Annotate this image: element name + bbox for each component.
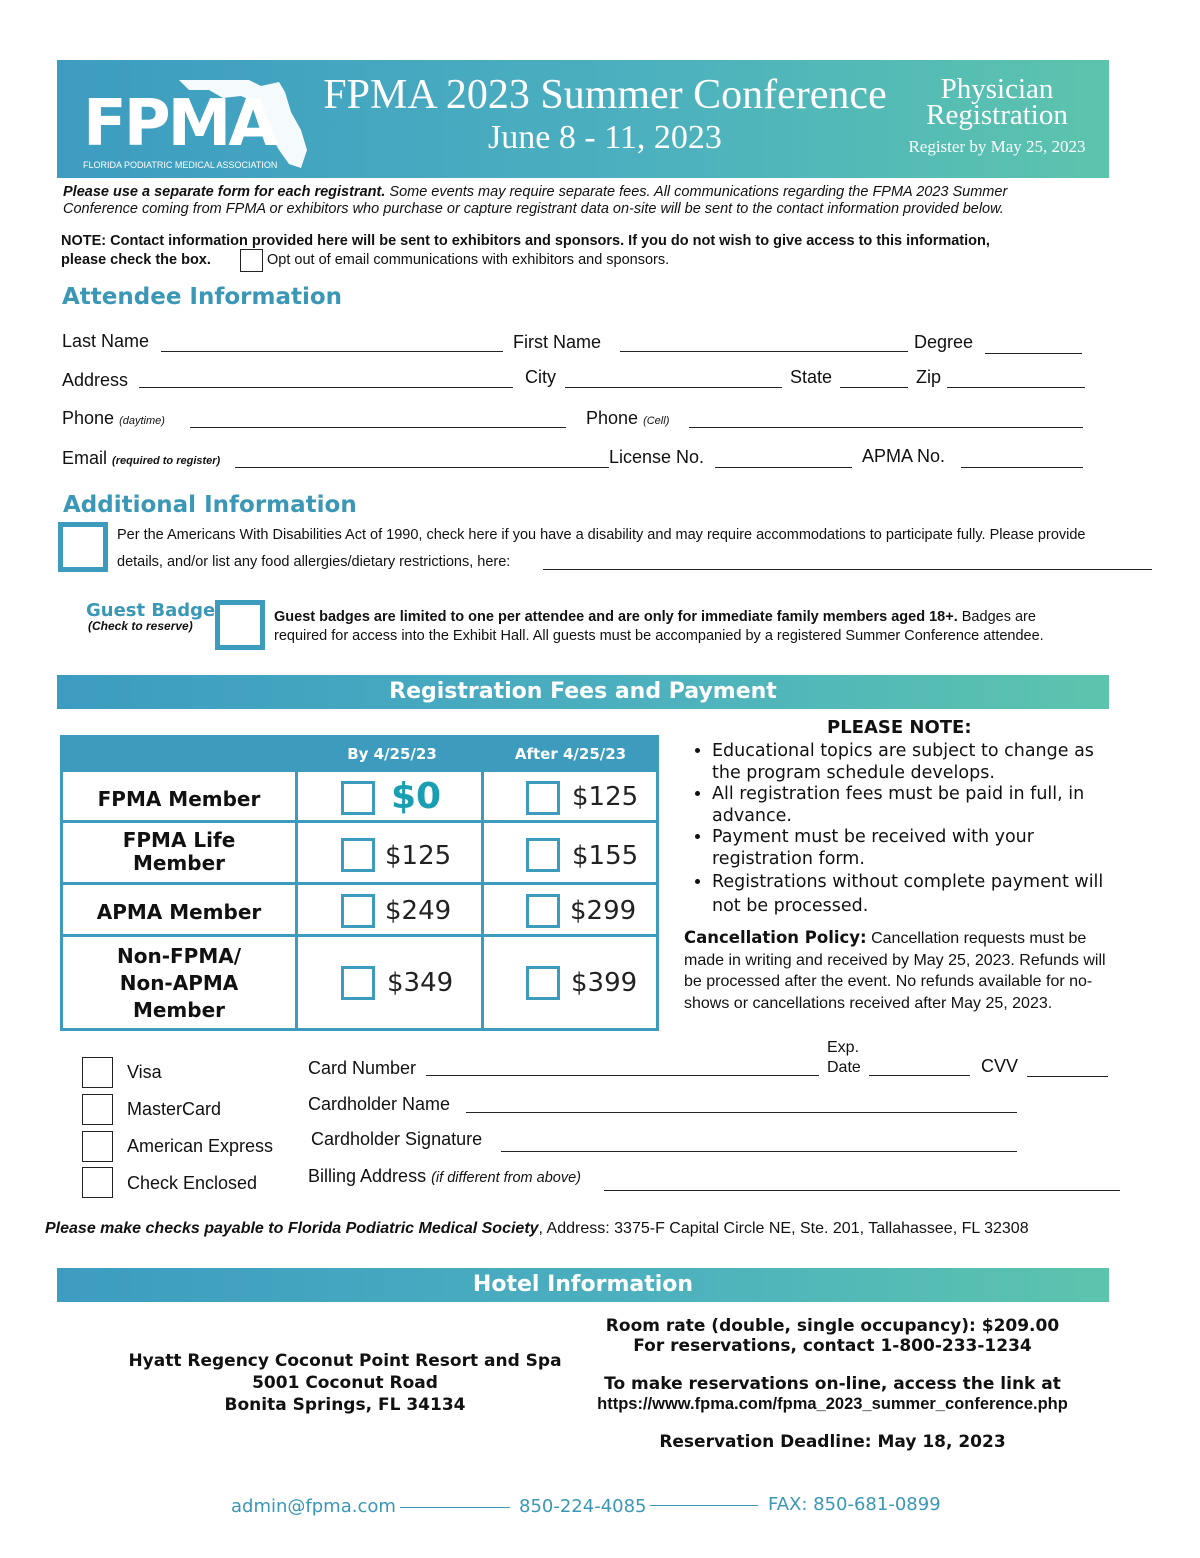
cardholder-signature-label: Cardholder Signature bbox=[311, 1129, 483, 1149]
hotel-street: 5001 Coconut Road bbox=[252, 1373, 438, 1393]
amex-label: American Express bbox=[127, 1136, 274, 1156]
phone-cell-field[interactable] bbox=[689, 412, 1083, 428]
hotel-city: Bonita Springs, FL 34134 bbox=[224, 1395, 466, 1415]
address-label: Address bbox=[62, 370, 129, 390]
email-text: Email bbox=[62, 448, 108, 468]
email-field[interactable] bbox=[235, 452, 609, 468]
row-label-apma: APMA Member bbox=[96, 900, 262, 924]
city-field[interactable] bbox=[565, 372, 782, 388]
guest-bold: Guest badges are limited to one per attendee and are only for immediate family members aged 18+. bbox=[274, 609, 958, 625]
price-life-late: $155 bbox=[572, 841, 639, 871]
form-type-line1: Physician bbox=[940, 73, 1054, 105]
guest-badge-title: Guest Badge bbox=[86, 600, 216, 621]
apma-label: APMA No. bbox=[862, 446, 946, 466]
divider bbox=[295, 772, 298, 1028]
ada-line1: Per the Americans With Disabilities Act of 1990, check here if you have a disability and may require accommodations to participate fully. Please provide bbox=[117, 527, 1086, 543]
row-label-non-l1: Non-FPMA/ bbox=[116, 944, 242, 968]
form-type-line2: Registration bbox=[926, 99, 1068, 131]
guest-rest: Badges are bbox=[957, 609, 1036, 625]
footer-divider bbox=[400, 1507, 510, 1508]
exp-date-field[interactable] bbox=[869, 1060, 970, 1076]
hotel-details bbox=[560, 1316, 1105, 1452]
guest-badge-text bbox=[274, 608, 1044, 646]
row-label-non-l2: Non-APMA bbox=[119, 971, 239, 995]
footer-divider bbox=[650, 1505, 758, 1506]
visa-label: Visa bbox=[127, 1062, 162, 1082]
card-number-label: Card Number bbox=[308, 1058, 417, 1078]
phone-day-field[interactable] bbox=[190, 412, 566, 428]
price-fpma-early: $0 bbox=[391, 776, 442, 817]
price-fpma-late: $125 bbox=[572, 782, 639, 812]
fee-table-header bbox=[63, 738, 656, 772]
additional-title: Additional Information bbox=[63, 492, 357, 518]
degree-field[interactable] bbox=[985, 338, 1082, 354]
note-item: • Payment must be received with your registration form. bbox=[712, 827, 1128, 870]
fees-title-bar: Registration Fees and Payment bbox=[57, 675, 1109, 709]
cancel-text: Cancellation requests must be made in writing and received by May 25, 2023. Refunds will be processed after the event. No refunds available for no-shows or cancellations received after May 25, 2023. bbox=[684, 930, 1106, 1012]
hotel-rate: Room rate (double, single occupancy): $209.00 bbox=[605, 1316, 1060, 1336]
check-label: Check Enclosed bbox=[127, 1173, 258, 1193]
check-checkbox[interactable] bbox=[82, 1167, 113, 1198]
checks-rest: , Address: 3375-F Capital Circle NE, Ste. 201, Tallahassee, FL 32308 bbox=[538, 1220, 1029, 1237]
logo-subtext: FLORIDA PODIATRIC MEDICAL ASSOCIATION bbox=[83, 160, 278, 170]
footer-fax: FAX: 850-681-0899 bbox=[768, 1494, 941, 1515]
logo-text: FPMA bbox=[83, 87, 275, 161]
conference-title: FPMA 2023 Summer Conference bbox=[323, 72, 887, 118]
attendee-title: Attendee Information bbox=[62, 284, 343, 310]
row-label-life bbox=[63, 827, 295, 877]
billing-address-field[interactable] bbox=[604, 1175, 1120, 1191]
cvv-label: CVV bbox=[981, 1056, 1019, 1076]
fee-checkbox-apma-late[interactable] bbox=[526, 894, 560, 928]
note-line2: please check the box. bbox=[61, 252, 211, 268]
hotel-title-bar: Hotel Information bbox=[57, 1268, 1109, 1302]
opt-out-label: Opt out of email communications with exhibitors and sponsors. bbox=[267, 252, 670, 268]
phone-cell-note: (Cell) bbox=[643, 415, 670, 427]
exp-label-l1: Exp. bbox=[827, 1039, 860, 1056]
notes-list bbox=[688, 741, 1128, 918]
visa-checkbox[interactable] bbox=[82, 1057, 113, 1088]
billing-address-label bbox=[308, 1166, 581, 1187]
row-label-fpma: FPMA Member bbox=[97, 787, 261, 811]
phone-day-note: (daytime) bbox=[119, 415, 165, 427]
cancel-title: Cancellation Policy: bbox=[684, 928, 867, 947]
note-item: • Educational topics are subject to change as the program schedule develops. bbox=[712, 741, 1128, 784]
hotel-address bbox=[120, 1350, 570, 1416]
zip-label: Zip bbox=[916, 367, 942, 387]
first-name-label: First Name bbox=[513, 332, 602, 352]
divider bbox=[63, 820, 656, 823]
intro-rest: Some events may require separate fees. All communications regarding the FPMA 2023 Summer bbox=[385, 184, 1008, 200]
header-banner bbox=[57, 60, 1109, 178]
checks-payable bbox=[45, 1220, 1029, 1238]
hotel-deadline: Reservation Deadline: May 18, 2023 bbox=[659, 1432, 1006, 1452]
price-non-early: $349 bbox=[387, 968, 454, 998]
note-item: • All registration fees must be paid in full, in advance. bbox=[712, 784, 1128, 827]
card-number-field[interactable] bbox=[426, 1060, 819, 1076]
note-item: • Registrations without complete payment will not be processed. bbox=[712, 870, 1128, 918]
price-life-early: $125 bbox=[385, 841, 452, 871]
fee-checkbox-fpma-late[interactable] bbox=[526, 781, 560, 815]
city-label: City bbox=[525, 367, 556, 387]
cvv-field[interactable] bbox=[1027, 1061, 1108, 1077]
footer-email[interactable]: admin@fpma.com bbox=[231, 1496, 396, 1517]
row-label-life-l1: FPMA Life bbox=[122, 828, 236, 852]
register-deadline: Register by May 25, 2023 bbox=[908, 137, 1086, 156]
fee-checkbox-apma-early[interactable] bbox=[341, 894, 375, 928]
price-apma-late: $299 bbox=[570, 896, 637, 926]
fee-checkbox-life-late[interactable] bbox=[526, 838, 560, 872]
divider bbox=[63, 882, 656, 885]
phone-cell-label bbox=[586, 408, 669, 429]
ada-line2: details, and/or list any food allergies/dietary restrictions, here: bbox=[117, 554, 511, 570]
billing-text: Billing Address bbox=[308, 1166, 427, 1186]
license-label: License No. bbox=[609, 447, 705, 467]
col-late-header: After 4/25/23 bbox=[514, 745, 627, 763]
cardholder-name-field[interactable] bbox=[466, 1097, 1017, 1113]
guest-badge-subtitle: (Check to reserve) bbox=[88, 619, 193, 633]
email-label bbox=[62, 448, 220, 469]
divider bbox=[63, 934, 656, 937]
fpma-logo bbox=[79, 72, 309, 170]
address-field[interactable] bbox=[139, 372, 513, 388]
fee-checkbox-non-late[interactable] bbox=[526, 966, 560, 1000]
cancellation-policy bbox=[684, 927, 1124, 1014]
phone-day-label bbox=[62, 408, 165, 429]
last-name-field[interactable] bbox=[161, 336, 503, 352]
row-label-life-l2: Member bbox=[132, 851, 226, 875]
phone-label: Phone bbox=[62, 408, 115, 428]
intro-line2: Conference coming from FPMA or exhibitors who purchase or capture registrant data on-site will be sent to the contact information provided below. bbox=[63, 201, 1004, 217]
license-field[interactable] bbox=[715, 452, 852, 468]
note-line1: NOTE: Contact information provided here will be sent to exhibitors and sponsors. If you do not wish to give access to this information, bbox=[61, 233, 990, 249]
zip-field[interactable] bbox=[947, 372, 1085, 388]
state-label: State bbox=[790, 367, 833, 387]
exp-label-l2: Date bbox=[827, 1059, 861, 1076]
fee-table bbox=[60, 735, 659, 1031]
cardholder-signature-field[interactable] bbox=[501, 1136, 1017, 1152]
mastercard-label: MasterCard bbox=[127, 1099, 222, 1119]
divider bbox=[481, 772, 484, 1028]
fee-checkbox-fpma-early[interactable] bbox=[341, 781, 375, 815]
conference-dates: June 8 - 11, 2023 bbox=[488, 119, 722, 156]
footer-phone[interactable]: 850-224-4085 bbox=[519, 1496, 647, 1517]
amex-checkbox[interactable] bbox=[82, 1131, 113, 1162]
intro-bold: Please use a separate form for each registrant. bbox=[63, 184, 386, 200]
cardholder-name-label: Cardholder Name bbox=[308, 1094, 451, 1114]
ada-checkbox[interactable] bbox=[58, 522, 108, 572]
opt-out-checkbox[interactable] bbox=[240, 249, 263, 272]
fee-checkbox-life-early[interactable] bbox=[341, 838, 375, 872]
degree-label: Degree bbox=[914, 332, 974, 352]
hotel-url[interactable]: https://www.fpma.com/fpma_2023_summer_conference.php bbox=[597, 1395, 1068, 1413]
checks-bold: Please make checks payable to Florida Podiatric Medical Society bbox=[45, 1220, 539, 1237]
state-field[interactable] bbox=[840, 372, 908, 388]
email-note: (required to register) bbox=[112, 455, 221, 467]
col-early-header: By 4/25/23 bbox=[347, 745, 437, 763]
row-label-non-l3: Member bbox=[132, 998, 226, 1022]
guest-line2: required for access into the Exhibit Hall. All guests must be accompanied by a registered Summer Conference attendee. bbox=[274, 628, 1044, 644]
guest-badge-checkbox[interactable] bbox=[215, 600, 265, 650]
apma-field[interactable] bbox=[961, 452, 1083, 468]
hotel-contact: For reservations, contact 1-800-233-1234 bbox=[633, 1336, 1032, 1356]
price-non-late: $399 bbox=[571, 968, 638, 998]
mastercard-checkbox[interactable] bbox=[82, 1094, 113, 1125]
phone-cell-text: Phone bbox=[586, 408, 639, 428]
intro-text bbox=[63, 184, 1123, 218]
price-apma-early: $249 bbox=[385, 896, 452, 926]
last-name-label: Last Name bbox=[62, 331, 150, 351]
row-label-nonmember bbox=[63, 943, 295, 1024]
fee-checkbox-non-early[interactable] bbox=[341, 966, 375, 1000]
ada-details-field[interactable] bbox=[543, 556, 1152, 570]
hotel-online: To make reservations on-line, access the link at bbox=[604, 1374, 1061, 1394]
billing-note: (if different from above) bbox=[431, 1170, 581, 1186]
hotel-name: Hyatt Regency Coconut Point Resort and Spa bbox=[128, 1351, 562, 1371]
please-note-title: PLEASE NOTE: bbox=[827, 717, 972, 738]
first-name-field[interactable] bbox=[620, 336, 908, 352]
